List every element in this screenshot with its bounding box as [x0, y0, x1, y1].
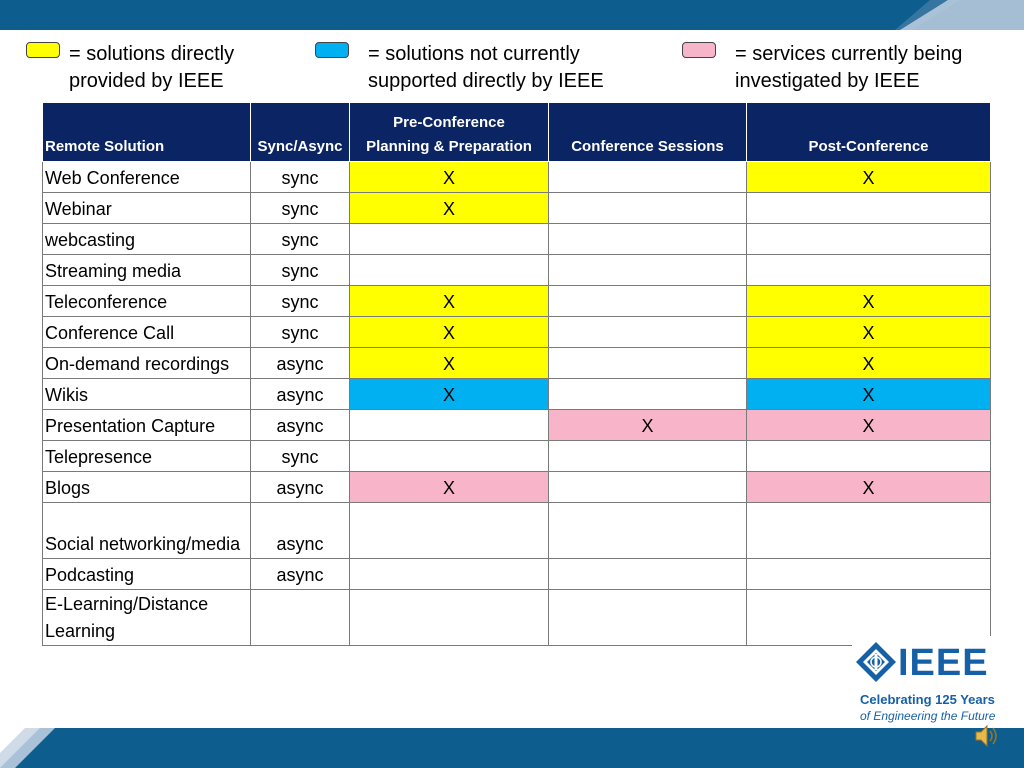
cell-post-conference: X [747, 317, 991, 348]
cell-conference-sessions [549, 379, 747, 410]
cell-conference-sessions [549, 590, 747, 646]
ieee-wordmark: IEEE [898, 642, 989, 684]
legend-swatch-blue [315, 42, 349, 58]
cell-remote-solution: Social networking/media [43, 503, 251, 559]
cell-remote-solution: Streaming media [43, 255, 251, 286]
cell-sync-async: sync [251, 255, 350, 286]
cell-remote-solution: Wikis [43, 379, 251, 410]
cell-remote-solution: webcasting [43, 224, 251, 255]
cell-pre-conference: X [350, 379, 549, 410]
table-row [43, 224, 991, 255]
table-row [43, 317, 991, 348]
cell-remote-solution: Podcasting [43, 559, 251, 590]
cell-sync-async: sync [251, 317, 350, 348]
ieee-logo [852, 636, 1020, 728]
cell-sync-async: sync [251, 162, 350, 193]
table-row [43, 379, 991, 410]
table-row [43, 255, 991, 286]
header-remote-solution: Remote Solution [43, 103, 251, 162]
cell-sync-async: async [251, 472, 350, 503]
table-row [43, 348, 991, 379]
cell-pre-conference: X [350, 162, 549, 193]
cell-post-conference: X [747, 286, 991, 317]
cell-pre-conference [350, 503, 549, 559]
cell-pre-conference: X [350, 317, 549, 348]
cell-sync-async: sync [251, 286, 350, 317]
cell-conference-sessions [549, 162, 747, 193]
speaker-icon[interactable] [972, 722, 1000, 750]
legend-swatch-yellow [26, 42, 60, 58]
cell-pre-conference [350, 410, 549, 441]
table-row [43, 472, 991, 503]
cell-remote-solution: Conference Call [43, 317, 251, 348]
cell-post-conference [747, 255, 991, 286]
header-conference-sessions: Conference Sessions [549, 103, 747, 162]
legend-text-pink: = services currently being investigated by IEEE [735, 43, 963, 92]
table-row [43, 590, 991, 646]
cell-post-conference: X [747, 348, 991, 379]
table-body [43, 162, 991, 646]
cell-sync-async: async [251, 559, 350, 590]
table-row [43, 286, 991, 317]
cell-pre-conference: X [350, 472, 549, 503]
header-sync-async: Sync/Async [251, 103, 350, 162]
cell-remote-solution: On-demand recordings [43, 348, 251, 379]
legend-swatch-pink [682, 42, 716, 58]
cell-pre-conference: X [350, 348, 549, 379]
cell-post-conference: X [747, 379, 991, 410]
cell-conference-sessions [549, 224, 747, 255]
cell-conference-sessions [549, 317, 747, 348]
table-row [43, 193, 991, 224]
cell-remote-solution: Presentation Capture [43, 410, 251, 441]
cell-post-conference [747, 559, 991, 590]
cell-conference-sessions [549, 472, 747, 503]
cell-post-conference: X [747, 410, 991, 441]
cell-remote-solution: Teleconference [43, 286, 251, 317]
cell-conference-sessions [549, 559, 747, 590]
header-pre-conference: Pre-Conference Planning & Preparation [350, 103, 549, 162]
table-row [43, 410, 991, 441]
cell-sync-async: async [251, 348, 350, 379]
cell-post-conference [747, 224, 991, 255]
cell-sync-async: sync [251, 224, 350, 255]
cell-pre-conference [350, 255, 549, 286]
cell-post-conference [747, 193, 991, 224]
legend-text-yellow: = solutions directly provided by IEEE [69, 43, 235, 92]
table-row [43, 162, 991, 193]
logo-tagline-primary: Celebrating 125 Years [860, 692, 995, 707]
cell-remote-solution: Telepresence [43, 441, 251, 472]
cell-conference-sessions [549, 348, 747, 379]
ieee-diamond-icon [854, 640, 898, 684]
cell-pre-conference: X [350, 286, 549, 317]
cell-sync-async: async [251, 379, 350, 410]
cell-remote-solution: Blogs [43, 472, 251, 503]
cell-sync-async: sync [251, 193, 350, 224]
cell-sync-async: sync [251, 441, 350, 472]
cell-conference-sessions [549, 255, 747, 286]
cell-pre-conference: X [350, 193, 549, 224]
table-row [43, 503, 991, 559]
cell-conference-sessions [549, 193, 747, 224]
footer-banner [0, 728, 1024, 768]
logo-tagline-secondary: of Engineering the Future [860, 709, 996, 723]
cell-pre-conference [350, 590, 549, 646]
cell-post-conference [747, 503, 991, 559]
cell-conference-sessions [549, 286, 747, 317]
header-post-conference: Post-Conference [747, 103, 991, 162]
cell-remote-solution: Web Conference [43, 162, 251, 193]
legend-text-blue: = solutions not currently supported directly by IEEE [368, 43, 604, 92]
table-header-row [43, 103, 991, 162]
cell-post-conference: X [747, 162, 991, 193]
cell-sync-async [251, 590, 350, 646]
header-banner [0, 0, 1024, 30]
cell-conference-sessions: X [549, 410, 747, 441]
cell-post-conference [747, 441, 991, 472]
cell-post-conference: X [747, 472, 991, 503]
cell-sync-async: async [251, 410, 350, 441]
cell-sync-async: async [251, 503, 350, 559]
table-row [43, 559, 991, 590]
table-row [43, 441, 991, 472]
cell-remote-solution: Webinar [43, 193, 251, 224]
cell-pre-conference [350, 559, 549, 590]
cell-pre-conference [350, 224, 549, 255]
cell-conference-sessions [549, 441, 747, 472]
cell-pre-conference [350, 441, 549, 472]
cell-remote-solution: E-Learning/Distance Learning [43, 590, 251, 646]
cell-conference-sessions [549, 503, 747, 559]
solutions-table [42, 102, 991, 646]
